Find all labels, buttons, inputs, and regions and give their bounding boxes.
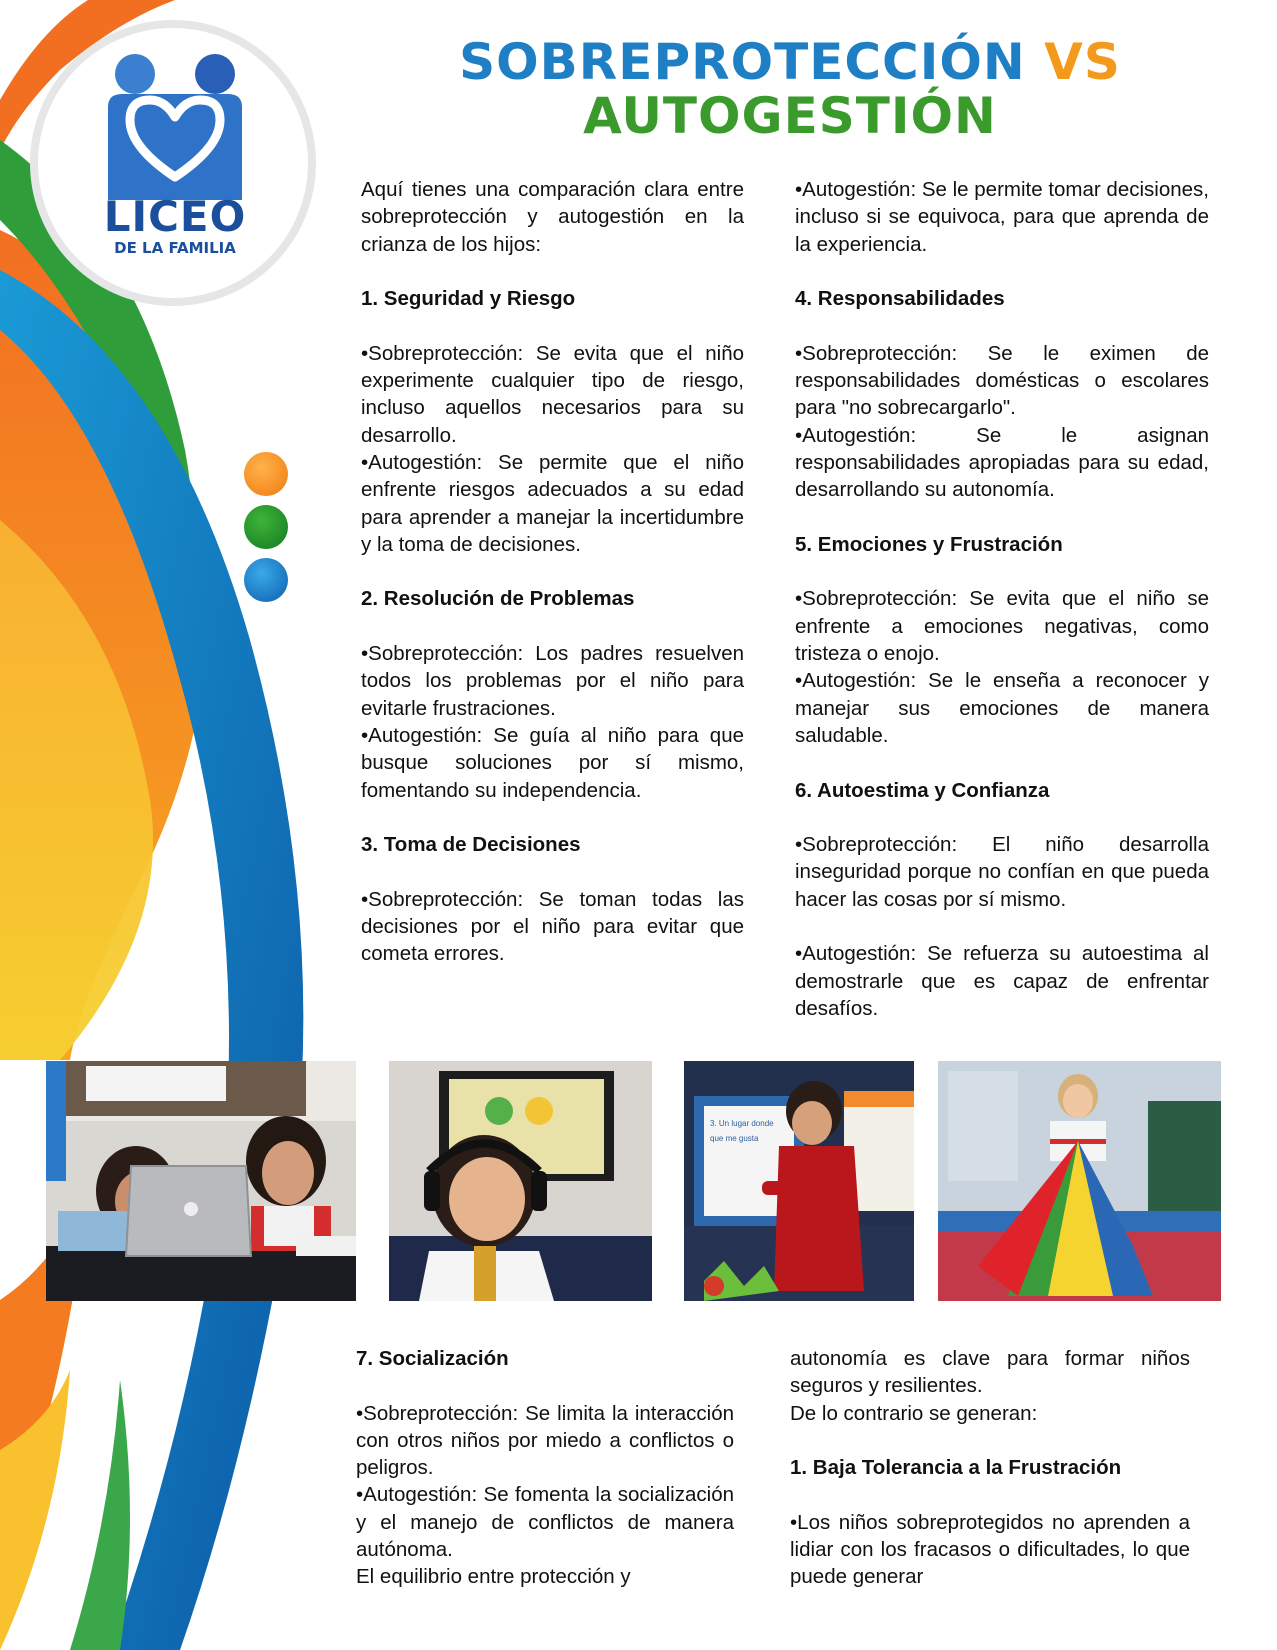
- orange-dot: [244, 452, 288, 496]
- sobreproteccion-text: •Sobreprotección: Se limita la interacción con otros niños por miedo a conflictos o peligros.: [356, 1401, 734, 1480]
- sobreproteccion-text: •Sobreprotección: Se evita que el niño experimente cualquier tipo de riesgo, incluso aquellos necesarios para su desarrollo.: [361, 341, 744, 447]
- autogestion-text: •Autogestión: Se fomenta la socialización y el manejo de conflictos de manera autónoma.: [356, 1483, 734, 1562]
- green-dot: [244, 505, 288, 549]
- autogestion-text: •Autogestión: Se refuerza su autoestima al demostrarle que es capaz de enfrentar desafíos.: [795, 942, 1209, 1020]
- intro-paragraph: Aquí tienes una comparación clara entre sobreprotección y autogestión en la crianza de los hijos:: [361, 178, 744, 256]
- sobreproteccion-text: •Sobreprotección: Los padres resuelven todos los problemas por el niño para evitarle frustraciones.: [361, 642, 744, 720]
- logo-text: [95, 192, 255, 257]
- logo-line1: LICEO: [103, 192, 247, 241]
- autogestion-text: •Autogestión: Se permite que el niño enfrente riesgos adecuados a su edad para aprender a manejar la incertidumbre y la toma de decisiones.: [361, 450, 744, 556]
- section-heading: 4. Responsabilidades: [795, 287, 1005, 311]
- consequence-heading: 1. Baja Tolerancia a la Frustración: [790, 1456, 1122, 1480]
- text-column-3: [356, 1345, 734, 1591]
- text-column-4: [790, 1345, 1190, 1591]
- section-heading: 2. Resolución de Problemas: [361, 587, 635, 611]
- section-heading: 3. Toma de Decisiones: [361, 833, 581, 857]
- autogestion-text: •Autogestión: Se le enseña a reconocer y manejar sus emociones de manera saludable.: [795, 669, 1209, 747]
- photo-girls-laptop: [46, 1061, 356, 1301]
- title-vs: VS: [1044, 33, 1121, 91]
- blue-dot: [244, 558, 288, 602]
- consequence-text: •Los niños sobreprotegidos no aprenden a lidiar con los fracasos o dificultades, lo que puede generar: [790, 1510, 1190, 1589]
- autogestion-text: •Autogestión: Se le permite tomar decisiones, incluso si se equivoca, para que aprenda de la experiencia.: [795, 178, 1209, 256]
- sobreproteccion-text: •Sobreprotección: Se evita que el niño se enfrente a emociones negativas, como tristeza o enojo.: [795, 587, 1209, 666]
- consequences-intro: De lo contrario se generan:: [790, 1401, 1038, 1425]
- photo-boy-whiteboard: [684, 1061, 914, 1301]
- conclusion-text-start: El equilibrio entre protección y: [356, 1565, 631, 1589]
- page-title-line1: [360, 32, 1220, 92]
- section-heading: 6. Autoestima y Confianza: [795, 778, 1050, 802]
- text-column-1: [361, 176, 744, 968]
- autogestion-text: •Autogestión: Se guía al niño para que busque soluciones por sí mismo, fomentando su independencia.: [361, 723, 744, 802]
- title-sobreproteccion: SOBREPROTECCIÓN: [459, 33, 1026, 91]
- section-heading: 7. Socialización: [356, 1347, 509, 1370]
- autogestion-text: •Autogestión: Se le asignan responsabilidades apropiadas para su edad, desarrollando su autonomía.: [795, 423, 1209, 502]
- sobreproteccion-text: •Sobreprotección: Se toman todas las decisiones por el niño para evitar que cometa errores.: [361, 887, 744, 966]
- photo-boy-foam-blocks: [938, 1061, 1221, 1301]
- section-heading: 5. Emociones y Frustración: [795, 532, 1063, 556]
- family-heart-icon: [100, 52, 250, 200]
- section-heading: 1. Seguridad y Riesgo: [361, 287, 576, 311]
- page-title-line2: AUTOGESTIÓN: [583, 87, 997, 145]
- bottom-green-swoosh: [70, 1380, 130, 1650]
- photo-boy-headphones: [389, 1061, 652, 1301]
- sobreproteccion-text: •Sobreprotección: Se le eximen de responsabilidades domésticas o escolares para "no sobrecargarlo".: [795, 341, 1209, 420]
- board-text-2: que me gusta: [710, 1134, 759, 1143]
- sobreproteccion-text: •Sobreprotección: El niño desarrolla inseguridad porque no confían en que pueda hacer las cosas por sí mismo.: [795, 833, 1209, 911]
- board-text-1: 3. Un lugar donde: [710, 1119, 774, 1128]
- conclusion-text-end: autonomía es clave para formar niños seguros y resilientes.: [790, 1347, 1190, 1398]
- text-column-2: [795, 176, 1209, 1022]
- logo-line2: DE LA FAMILIA: [114, 239, 236, 257]
